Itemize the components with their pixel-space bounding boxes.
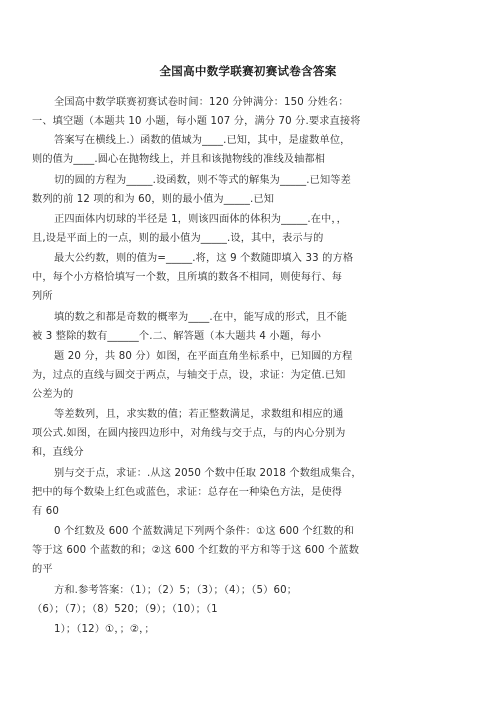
text-line: 别与交于点，求证：.从这 2050 个数中任取 2018 个数组成集合， — [54, 468, 362, 479]
text-line: 一、填空题（本题共 10 小题，每小题 107 分，满分 70 分.要求直接将 — [32, 116, 361, 127]
text-line: 1）；（12）①，；②，； — [54, 624, 155, 635]
text-line: 全国高中数学联赛初赛试卷时间：120 分钟满分：150 分姓名： — [54, 97, 349, 108]
text-line: 最大公约数，则的值为=_____.将，这 9 个数随即填入 33 的方格 — [54, 253, 354, 264]
text-line: 把中的每个数染上红色或蓝色，求证：总存在一种染色方法，是使得 — [32, 487, 343, 498]
text-line: 列所 — [32, 291, 53, 302]
text-line: 等差数列，且，求实数的值；若正整数满足，求数组和相应的通 — [54, 409, 344, 420]
text-line: （6）；（7）；（8）520；（9）；（10）；（1 — [32, 604, 218, 615]
text-line: 切的圆的方程为_____.设函数，则不等式的解集为_____.已知等差 — [54, 175, 351, 186]
text-line: 和，直线分 — [32, 447, 84, 458]
text-line: 则的值为____.圆心在抛物线上，并且和该抛物线的准线及轴都相 — [32, 154, 326, 165]
text-line: 填的数之和都是奇数的概率为____.在中，能写成的形式，且不能 — [54, 312, 348, 323]
text-line: 0 个红数及 600 个蓝数满足下列两个条件：①这 600 个红数的和 — [54, 526, 355, 537]
text-line: 数列的前 12 项的和为 60，则的最小值为_____.已知 — [32, 194, 275, 205]
document-title: 全国高中数学联赛初赛试卷含答案 — [159, 64, 337, 78]
text-line: 中，每个小方格恰填写一个数，且所填的数各不相同，则使每行、每 — [32, 272, 343, 283]
text-line: 为，过点的直线与圆交于两点，与轴交于点，设，求证：为定值.已知 — [32, 370, 346, 381]
text-line: 公差为的 — [32, 389, 74, 400]
text-line: 方和.参考答案：（1）；（2）5；（3）；（4）；（5）60； — [54, 585, 298, 596]
text-line: 有 60 — [32, 506, 59, 517]
text-line: 等于这 600 个蓝数的和；②这 600 个红数的平方和等于这 600 个蓝数 — [32, 545, 360, 556]
text-line: 答案写在横线上.）函数的值域为____.已知，其中，是虚数单位， — [54, 135, 351, 146]
text-line: 且,设是平面上的一点，则的最小值为_____.设，其中，表示与的 — [32, 233, 324, 244]
text-line: 的平 — [32, 564, 53, 575]
text-line: 项公式.如图，在圆内接四边形中，对角线与交于点，与的内心分别为 — [32, 428, 346, 439]
text-line: 正四面体内切球的半径是 1，则该四面体的体积为_____.在中，， — [54, 214, 347, 225]
text-line: 被 3 整除的数有______个.二、解答题（本大题共 4 小题，每小 — [32, 331, 322, 342]
text-line: 题 20 分，共 80 分）如图，在平面直角坐标系中，已知圆的方程 — [54, 351, 353, 362]
